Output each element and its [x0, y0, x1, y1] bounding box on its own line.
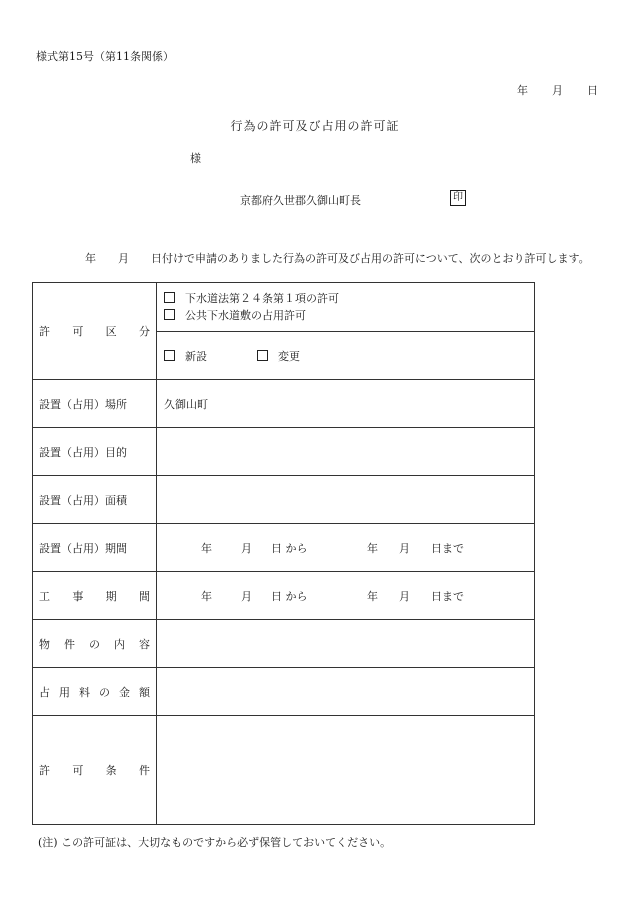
addressee-suffix: 様 — [190, 152, 201, 165]
permit-type-options — [157, 283, 535, 332]
issuer-name: 京都府久世郡久御山町長 — [240, 194, 361, 207]
option-change[interactable]: 変更 — [257, 348, 300, 364]
place-label: 設置（占用）場所 — [33, 380, 157, 428]
permit-type-label: 許 可 区 分 — [33, 283, 157, 380]
permit-kind-options — [157, 332, 535, 380]
occupancy-fee-value[interactable] — [157, 668, 535, 716]
occupancy-fee-label: 占 用 料 の 金 額 — [33, 668, 157, 716]
period-label: 設置（占用）期間 — [33, 524, 157, 572]
document-title: 行為の許可及び占用の許可証 — [230, 119, 400, 133]
intro-year: 年 — [85, 252, 96, 265]
intro-sentence — [85, 250, 590, 266]
construction-period-value[interactable]: 年 月 日 から 年 月 日まで — [157, 572, 535, 620]
permit-conditions-label: 許 可 条 件 — [33, 716, 157, 825]
option-new[interactable]: 新設 — [164, 348, 207, 364]
option-occupancy-permit[interactable]: 公共下水道敷の占用許可 — [164, 307, 534, 324]
date-year: 年 — [517, 84, 528, 97]
intro-text: 日付けで申請のありました行為の許可及び占用の許可について、次のとおり許可します。 — [151, 252, 590, 265]
area-label: 設置（占用）面積 — [33, 476, 157, 524]
item-content-label: 物 件 の 内 容 — [33, 620, 157, 668]
construction-period-label: 工 事 期 間 — [33, 572, 157, 620]
place-value[interactable]: 久御山町 — [157, 380, 535, 428]
checkbox-icon[interactable] — [164, 292, 175, 303]
date-month: 月 — [552, 84, 563, 97]
checkbox-icon[interactable] — [257, 350, 268, 361]
date-day: 日 — [587, 84, 598, 97]
intro-month: 月 — [118, 252, 129, 265]
footer-note: (注) この許可証は、大切なものですから必ず保管しておいてください。 — [38, 836, 392, 849]
permit-conditions-value[interactable] — [157, 716, 535, 825]
issue-date — [499, 82, 598, 98]
checkbox-icon[interactable] — [164, 309, 175, 320]
form-number: 様式第15号（第11条関係） — [36, 50, 174, 63]
checkbox-icon[interactable] — [164, 350, 175, 361]
option-sewer-act-permit[interactable]: 下水道法第２４条第１項の許可 — [164, 290, 534, 307]
area-value[interactable] — [157, 476, 535, 524]
seal-mark: 印 — [450, 190, 466, 206]
permit-table — [32, 282, 535, 825]
period-value[interactable]: 年 月 日 から 年 月 日まで — [157, 524, 535, 572]
purpose-value[interactable] — [157, 428, 535, 476]
item-content-value[interactable] — [157, 620, 535, 668]
purpose-label: 設置（占用）目的 — [33, 428, 157, 476]
